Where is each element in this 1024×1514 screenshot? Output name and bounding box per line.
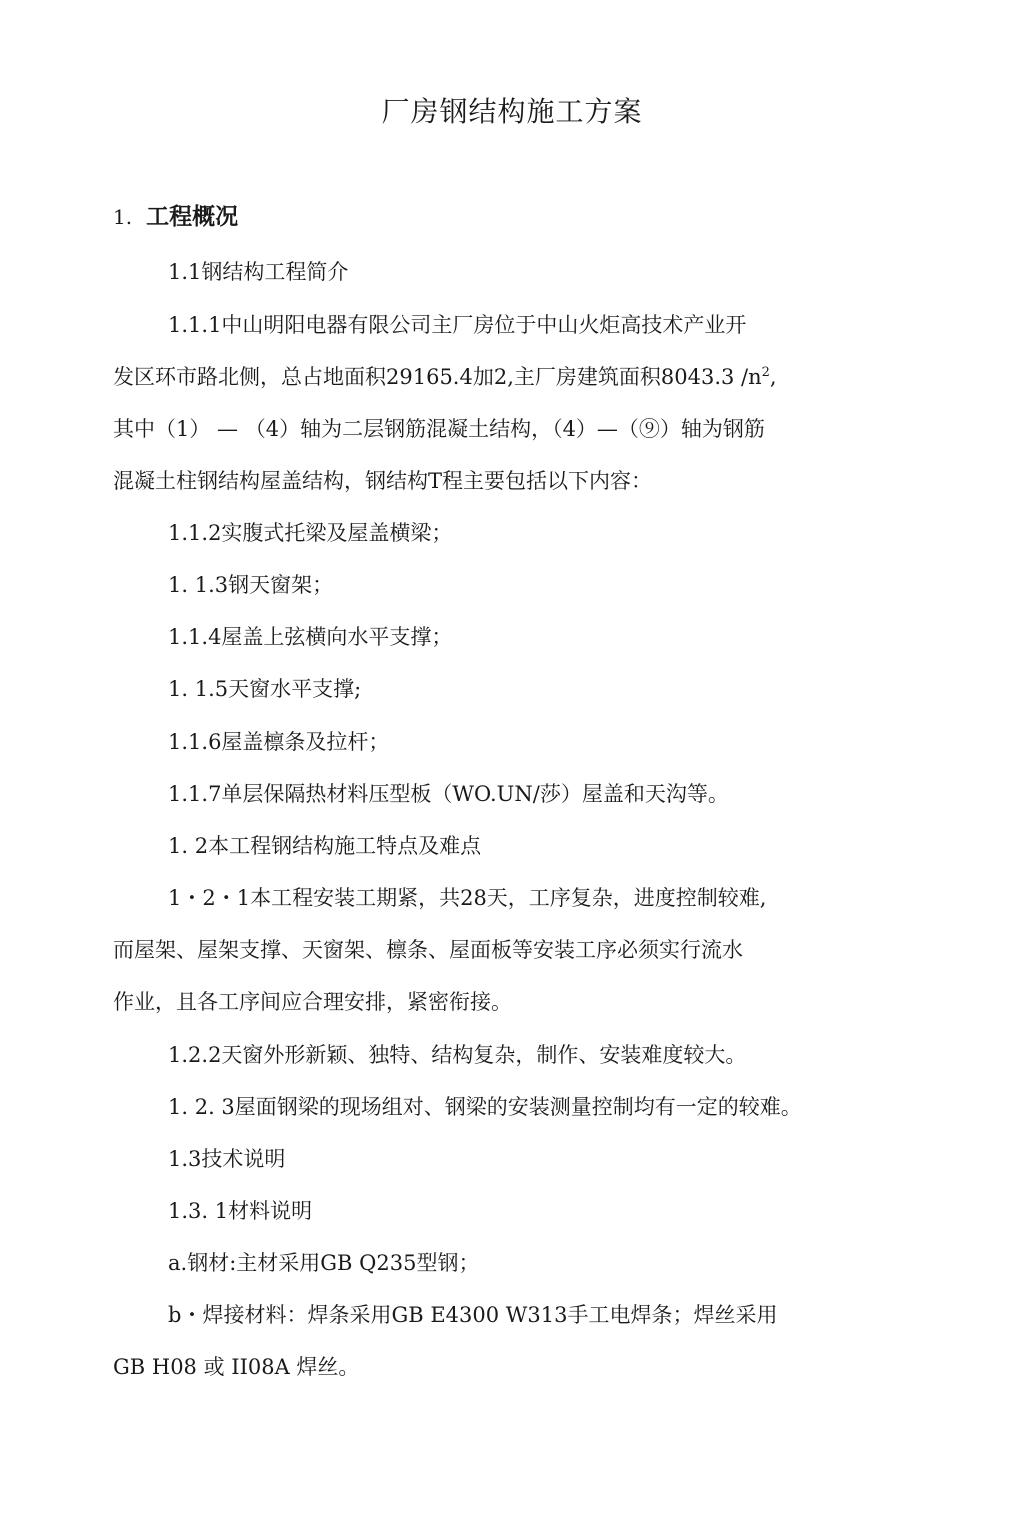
section-number: 1. (113, 205, 133, 229)
paragraph-line (113, 362, 777, 392)
text-span: 发区环市路北侧，总占地面积29165.4加2,主厂房建筑面积8043.3 /n (113, 365, 762, 389)
paragraph-line: a.钢材:主材采用GB Q235型钢； (168, 1251, 480, 1275)
paragraph-line: 而屋架、屋架支撑、天窗架、檩条、屋面板等安装工序必须实行流水 (113, 938, 743, 962)
paragraph-line: 1.2.2天窗外形新颖、独特、结构复杂，制作、安装难度较大。 (168, 1043, 747, 1067)
paragraph-line: 1.1.1中山明阳电器有限公司主厂房位于中山火炬高技术产业开 (168, 313, 747, 337)
section-title: 工程概况 (146, 204, 239, 230)
text-span: , (769, 365, 777, 389)
paragraph-line: b・焊接材料：焊条采用GB E4300 W313手工电焊条；焊丝采用 (168, 1303, 778, 1327)
paragraph-line: 1. 2. 3屋面钢梁的现场组对、钢梁的安装测量控制均有一定的较难。 (168, 1095, 802, 1119)
superscript: 2 (761, 365, 770, 380)
subsection-heading: 1. 2本工程钢结构施工特点及难点 (168, 834, 482, 858)
paragraph-line: GB H08 或 II08A 焊丝。 (113, 1355, 360, 1379)
paragraph-line: 1・2・1本工程安装工期紧，共28天，工序复杂，进度控制较难, (168, 886, 767, 910)
list-item: 1.1.4屋盖上弦横向水平支撑； (168, 625, 453, 649)
subsection-heading: 1.3技术说明 (168, 1147, 286, 1171)
subsection-heading: 1.3. 1材料说明 (168, 1199, 313, 1223)
page-title: 厂房钢结构施工方案 (381, 95, 643, 128)
list-item: 1. 1.3钢天窗架； (168, 573, 334, 597)
paragraph-line: 混凝土柱钢结构屋盖结构，钢结构T程主要包括以下内容： (113, 469, 653, 493)
list-item: 1.1.6屋盖檩条及拉杆； (168, 730, 390, 754)
section-heading-1 (113, 202, 238, 232)
paragraph-line: 其中（1） — （4）轴为二层钢筋混凝土结构，（4）—（⑨）轴为钢筋 (113, 417, 765, 441)
paragraph-line: 作业，且各工序间应合理安排，紧密衔接。 (113, 990, 512, 1014)
paragraph-line: 1.1钢结构工程简介 (168, 260, 349, 284)
list-item: 1.1.2实腹式托梁及屋盖横梁； (168, 521, 453, 545)
list-item: 1. 1.5天窗水平支撑; (168, 677, 362, 701)
list-item: 1.1.7单层保隔热材料压型板（WO.UN/莎）屋盖和天沟等。 (168, 782, 729, 806)
